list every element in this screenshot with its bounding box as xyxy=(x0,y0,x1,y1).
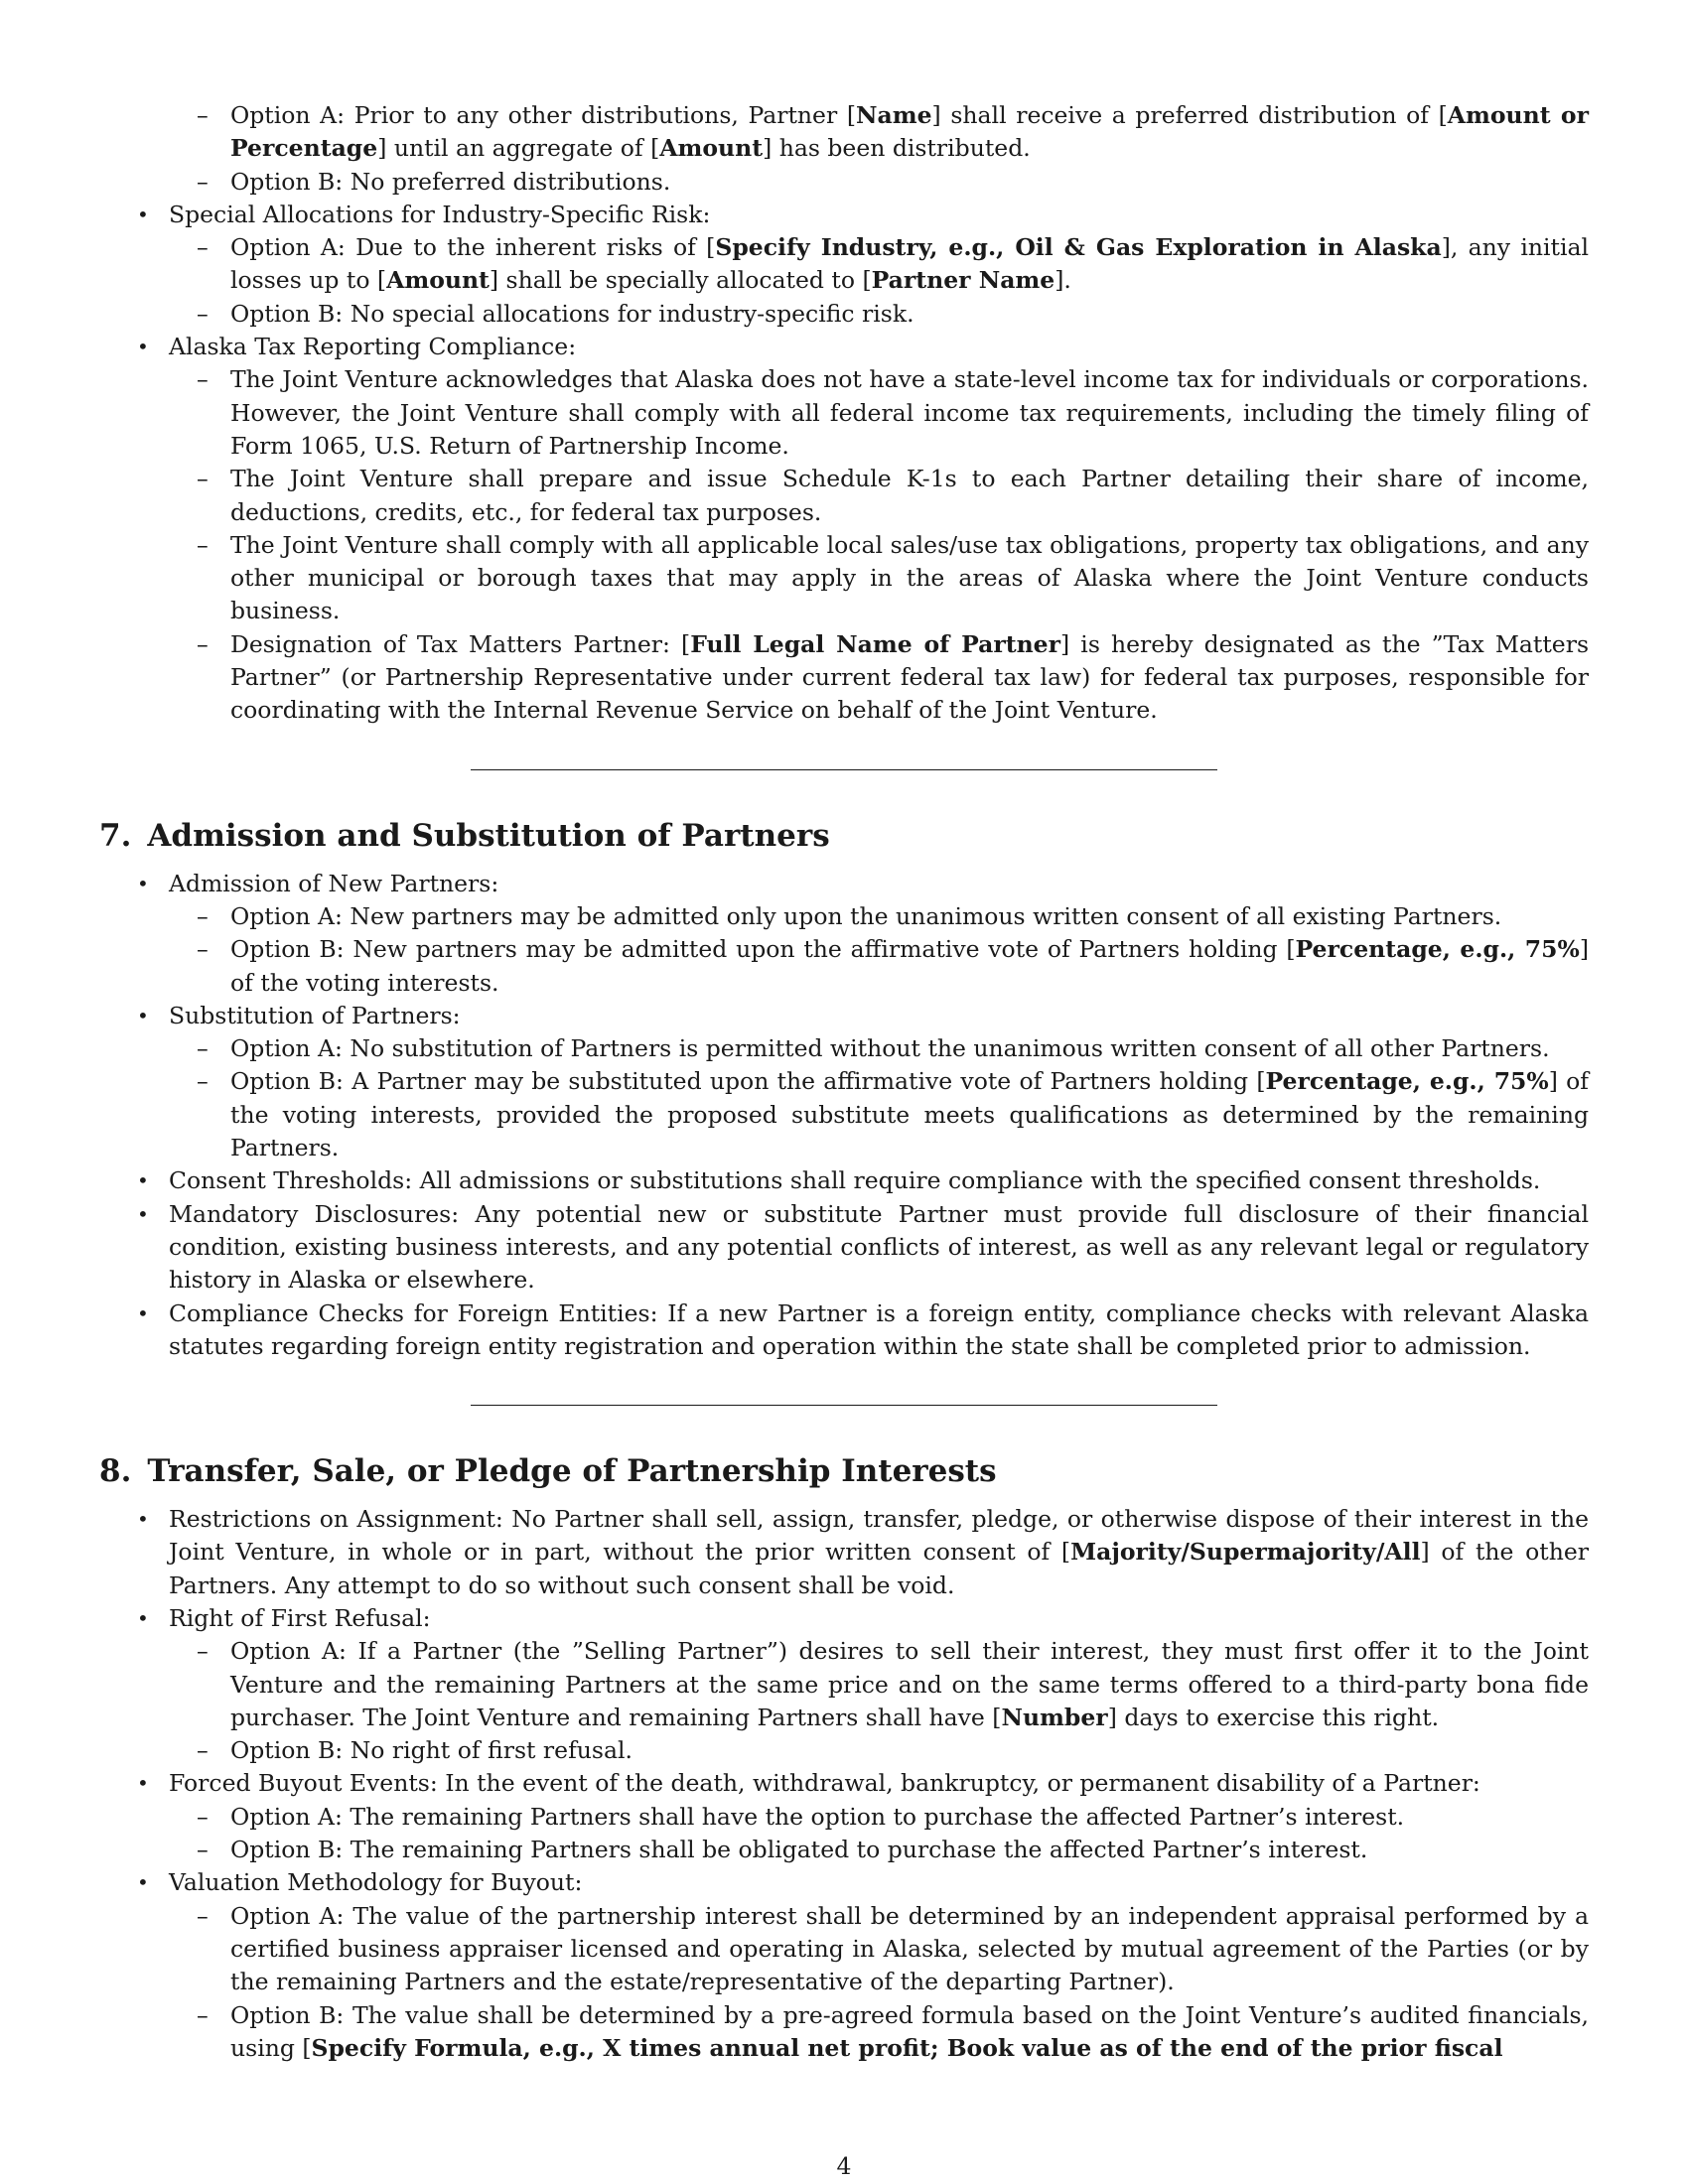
list-item: • Right of First Refusal: – Option A: If a Partner (the ”Selling Partner”) desires to sell their interest, they must first offer it to the Joint Venture and the remaining Partners at the same price and on the same terms offered to a third-party bona fide purchaser. The Joint Venture and remaining Partners shall have [Number] days to exercise this right. – Option B: No right of first refusal. xyxy=(99,1602,1589,1767)
dash-marker: – xyxy=(197,1736,209,1765)
placeholder-field: Amount or Percentage xyxy=(230,101,1589,163)
dash-marker: – xyxy=(197,1802,209,1831)
dash-marker: – xyxy=(197,299,209,328)
placeholder-field: Amount xyxy=(659,134,764,163)
list-item: – Option A: The remaining Partners shall have the option to purchase the affected Partner’s interest. xyxy=(169,1801,1589,1834)
list-item: • Valuation Methodology for Buyout: – Option A: The value of the partnership interest shall be determined by an independent appraisal performed by a certified business appraiser licensed and operating in Alaska, selected by mutual agreement of the Parties (or by the remaining Partners and the estate/representative of the departing Partner). – Option B: The value shall be determined by a pre-agreed formula based on the Joint Venture’s audited financials, using [Specify Formula, e.g., X times annual net profit; Book value as of the end of the prior fiscal xyxy=(99,1866,1589,2065)
placeholder-field: Amount xyxy=(386,266,490,295)
bullet-marker: • xyxy=(137,1003,149,1027)
list-item: • Restrictions on Assignment: No Partner shall sell, assign, transfer, pledge, or otherwise dispose of their interest in the Joint Venture, in whole or in part, without the prior written consent of [Majority/Supermajority/All] of the other Partners. Any attempt to do so without such consent shall be void. xyxy=(137,1505,1590,1599)
placeholder-field: Percentage, e.g., 75% xyxy=(1295,935,1580,964)
placeholder-field: Percentage, e.g., 75% xyxy=(1265,1067,1549,1096)
placeholder-field: Full Legal Name of Partner xyxy=(690,629,1061,658)
section-divider xyxy=(471,769,1217,770)
placeholder-field: Number xyxy=(1001,1703,1108,1731)
list-item: • Mandatory Disclosures: Any potential new or substitute Partner must provide full disclosure of their financial condition, existing business interests, and any potential conflicts of interest, as well as any relevant legal or regulatory history in Alaska or elsewhere. xyxy=(137,1199,1589,1295)
dash-marker: – xyxy=(197,935,209,964)
continued-options-list xyxy=(99,99,1589,199)
list-item: • Substitution of Partners: – Option A: No substitution of Partners is permitted without the unanimous written consent of all other Partners. – Option B: A Partner may be substituted upon the affirmative vote of Partners holding [Percentage, e.g., 75%] of the voting interests, provided the proposed substitute meets qualifications as determined by the remaining Partners. xyxy=(99,1000,1589,1164)
bullet-marker: • xyxy=(137,1771,149,1796)
section-heading-7: 7. Admission and Substitution of Partners xyxy=(99,817,830,854)
dash-marker: – xyxy=(197,1034,209,1063)
list-item: – The Joint Venture shall comply with all applicable local sales/use tax obligations, property tax obligations, and any other municipal or borough taxes that may apply in the areas of Alaska where the Joint Venture conducts business. xyxy=(197,530,1589,625)
list-item: – Option B: No preferred distributions. xyxy=(99,166,1589,199)
placeholder-field: Specify Formula, e.g., X times annual net profit; Book value as of the end of the prior fiscal xyxy=(311,2033,1503,2062)
list-item: • Special Allocations for Industry-Specific Risk: – Option A: Due to the inherent risks of [Specify Industry, e.g., Oil & Gas Exploration in Alaska], any initial losses up to [Amount] shall be specially allocated to [Partner Name]. – Option B: No special allocations for industry-specific risk. xyxy=(99,199,1589,331)
list-item: – Option B: No right of first refusal. xyxy=(169,1734,1589,1767)
dash-marker: – xyxy=(197,1901,209,1930)
list-item: – Option A: The value of the partnership interest shall be determined by an independent appraisal performed by a certified business appraiser licensed and operating in Alaska, selected by mutual agreement of the Parties (or by the remaining Partners and the estate/representative of the departing Partner). xyxy=(197,1901,1589,1996)
list-item: – The Joint Venture acknowledges that Alaska does not have a state-level income tax for individuals or corporations. However, the Joint Venture shall comply with all federal income tax requirements, including the timely filing of Form 1065, U.S. Return of Partnership Income. xyxy=(197,365,1589,460)
bullet-marker: • xyxy=(137,1870,149,1895)
list-item: • Admission of New Partners: – Option A: New partners may be admitted only upon the unanimous written consent of all existing Partners. – Option B: New partners may be admitted upon the affirmative vote of Partners holding [Percentage, e.g., 75%] of the voting interests. xyxy=(99,868,1589,1000)
dash-marker: – xyxy=(197,167,209,196)
dash-marker: – xyxy=(197,233,209,262)
list-item: – Option A: No substitution of Partners is permitted without the unanimous written consent of all other Partners. xyxy=(169,1032,1589,1065)
section-8-list xyxy=(99,1503,1589,2065)
list-item: – Option A: New partners may be admitted only upon the unanimous written consent of all existing Partners. xyxy=(169,900,1589,933)
list-item: – Option B: The value shall be determined by a pre-agreed formula based on the Joint Venture’s audited financials, using [Specify Formula, e.g., X times annual net profit; Book value as of the end of the prior fiscal xyxy=(197,2000,1589,2062)
list-item: • Compliance Checks for Foreign Entities: If a new Partner is a foreign entity, compliance checks with relevant Alaska statutes regarding foreign entity registration and operation within the state shall be completed prior to admission. xyxy=(137,1298,1589,1360)
list-item: – Option A: If a Partner (the ”Selling Partner”) desires to sell their interest, they must first offer it to the Joint Venture and the remaining Partners at the same price and on the same terms offered to a third-party bona fide purchaser. The Joint Venture and remaining Partners shall have [Number] days to exercise this right. xyxy=(197,1637,1589,1731)
list-item: – Designation of Tax Matters Partner: [Full Legal Name of Partner] is hereby designated as the ”Tax Matters Partner” (or Partnership Representative under current federal tax law) for federal tax purposes, responsible for coordinating with the Internal Revenue Service on behalf of the Joint Venture. xyxy=(197,629,1589,725)
placeholder-field: Name xyxy=(856,101,932,129)
bullet-marker: • xyxy=(137,202,149,226)
bullet-marker: • xyxy=(137,335,149,359)
list-item: • Consent Thresholds: All admissions or substitutions shall require compliance with the specified consent thresholds. xyxy=(99,1164,1589,1197)
bullet-marker: • xyxy=(137,1201,149,1226)
dash-marker: – xyxy=(197,365,209,394)
dash-marker: – xyxy=(197,1637,209,1666)
section-divider xyxy=(471,1405,1217,1406)
continued-provisions-list xyxy=(99,199,1589,728)
list-item: – The Joint Venture shall prepare and issue Schedule K-1s to each Partner detailing their share of income, deductions, credits, etc., for federal tax purposes. xyxy=(197,465,1589,526)
dash-marker: – xyxy=(197,1836,209,1864)
dash-marker: – xyxy=(197,530,209,559)
dash-marker: – xyxy=(197,101,209,129)
bullet-marker: • xyxy=(137,1168,149,1193)
dash-marker: – xyxy=(197,901,209,930)
section-heading-8: 8. Transfer, Sale, or Pledge of Partnership Interests xyxy=(99,1453,997,1490)
list-item: • Alaska Tax Reporting Compliance: – The Joint Venture acknowledges that Alaska does not have a state-level income tax for individuals or corporations. However, the Joint Venture shall comply with all federal income tax requirements, including the timely filing of Form 1065, U.S. Return of Partnership Income. – The Joint Venture shall prepare and issue Schedule K-1s to each Partner detailing their share of income, deductions, credits, etc., for federal tax purposes. – The Joint Venture shall comply with all applicable local sales/use tax obligations, property tax obligations, and any other municipal or borough taxes that may apply in the areas of Alaska where the Joint Venture conducts business. – Designation of Tax Matters Partner: [Full Legal Name of Partner] is hereby designated as the ”Tax Matters Partner” (or Partnership Representative under current federal tax law) for federal tax purposes, responsible for coordinating with the Internal Revenue Service on behalf of the Joint Venture. xyxy=(99,331,1589,728)
document-page xyxy=(99,99,1589,2065)
bullet-marker: • xyxy=(137,1507,149,1532)
dash-marker: – xyxy=(197,1067,209,1096)
bullet-marker: • xyxy=(137,871,149,895)
list-item: – Option B: New partners may be admitted upon the affirmative vote of Partners holding [Percentage, e.g., 75%] of the voting interests. xyxy=(197,935,1589,997)
bullet-marker: • xyxy=(137,1300,149,1325)
page-number: 4 xyxy=(836,2152,852,2180)
dash-marker: – xyxy=(197,629,209,658)
list-item: – Option B: No special allocations for industry-specific risk. xyxy=(169,298,1589,331)
list-item: – Option A: Due to the inherent risks of [Specify Industry, e.g., Oil & Gas Exploration in Alaska], any initial losses up to [Amount] shall be specially allocated to [Partner Name]. xyxy=(197,233,1589,295)
placeholder-field: Majority/Supermajority/All xyxy=(1070,1538,1421,1567)
section-7-list xyxy=(99,868,1589,1363)
placeholder-field: Partner Name xyxy=(871,266,1055,295)
placeholder-field: Specify Industry, e.g., Oil & Gas Exploration in Alaska xyxy=(715,233,1442,262)
dash-marker: – xyxy=(197,465,209,493)
list-item: – Option B: A Partner may be substituted upon the affirmative vote of Partners holding [Percentage, e.g., 75%] of the voting interests, provided the proposed substitute meets qualifications as determined by the remaining Partners. xyxy=(197,1067,1590,1162)
list-item: – Option A: Prior to any other distributions, Partner [Name] shall receive a preferred distribution of [Amount or Percentage] until an aggregate of [Amount] has been distributed. xyxy=(197,101,1589,163)
dash-marker: – xyxy=(197,2000,209,2029)
list-item: • Forced Buyout Events: In the event of the death, withdrawal, bankruptcy, or permanent disability of a Partner: – Option A: The remaining Partners shall have the option to purchase the affected Partner’s interest. – Option B: The remaining Partners shall be obligated to purchase the affected Partner’s interest. xyxy=(99,1767,1589,1866)
bullet-marker: • xyxy=(137,1605,149,1630)
list-item: – Option B: The remaining Partners shall be obligated to purchase the affected Partner’s interest. xyxy=(169,1834,1589,1866)
